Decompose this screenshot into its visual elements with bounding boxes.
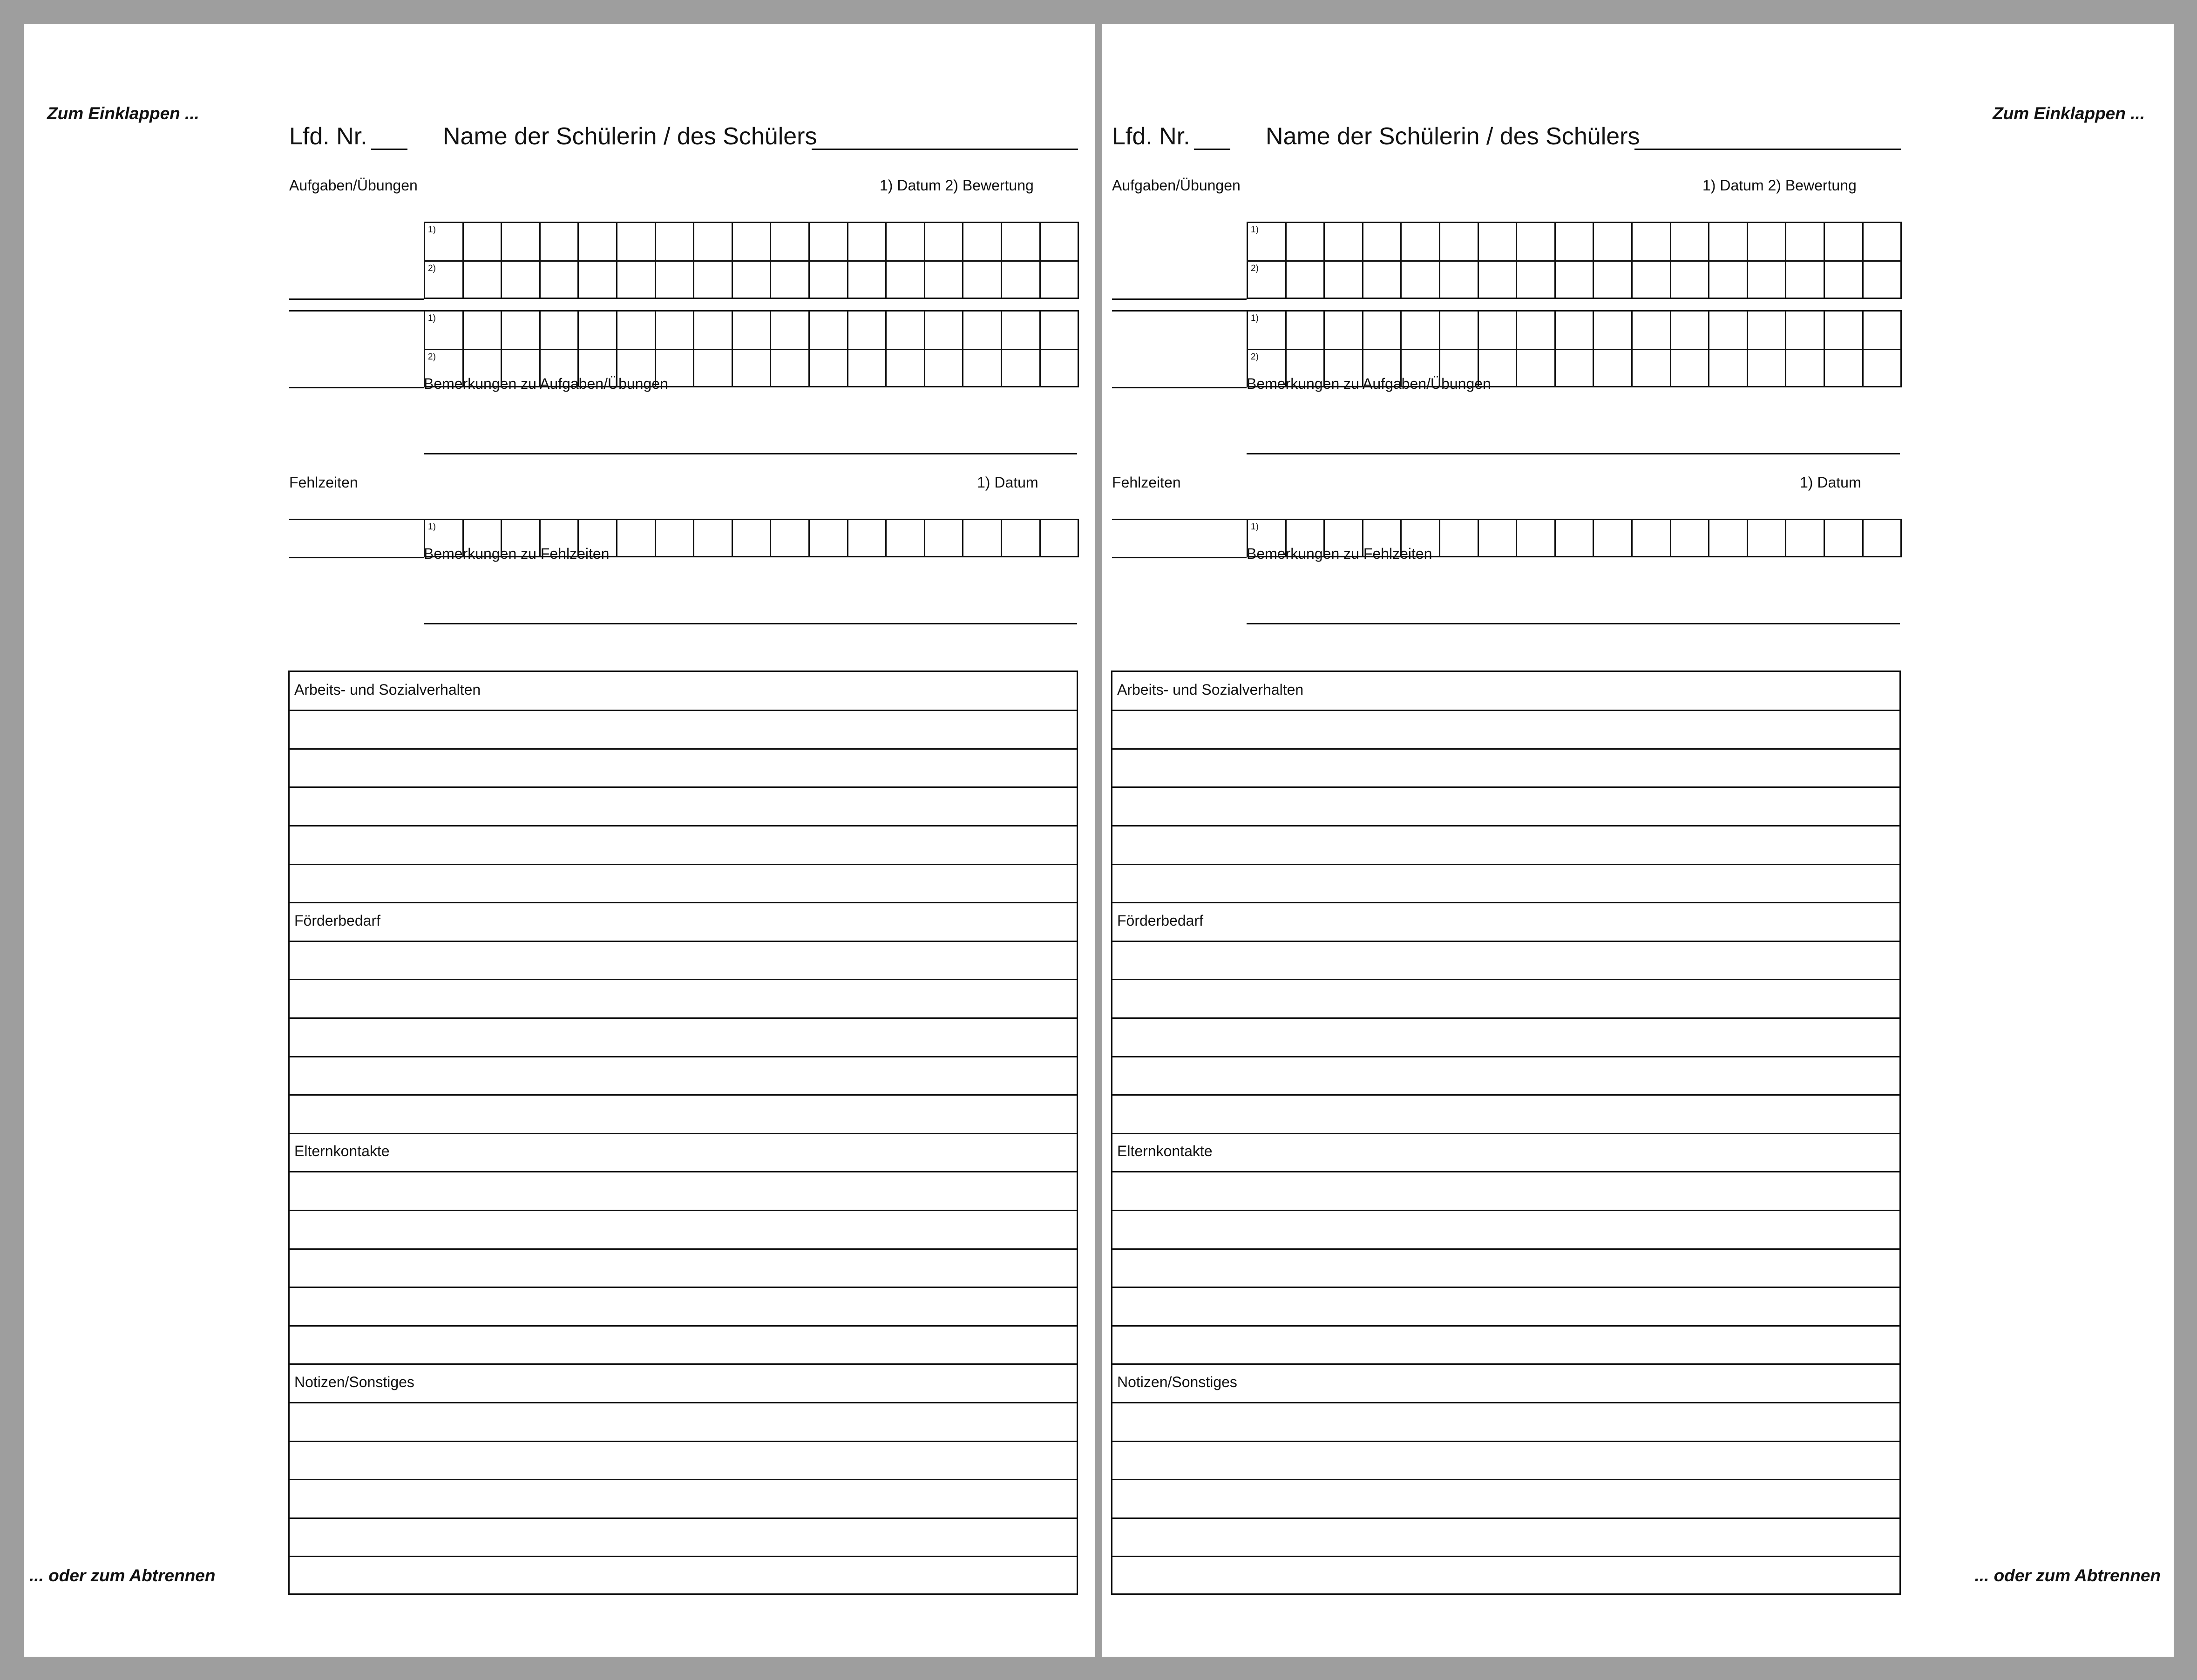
- row-marker: 1): [428, 313, 436, 323]
- writing-line[interactable]: [290, 748, 1077, 750]
- writing-line[interactable]: [1112, 1556, 1899, 1557]
- assignment-grid-2-cell[interactable]: [1479, 310, 1518, 349]
- absences-grid-cell[interactable]: [1786, 519, 1825, 557]
- writing-line[interactable]: [290, 941, 1077, 942]
- absences-grid-cell[interactable]: [617, 519, 656, 557]
- assignment-grid-2-cell[interactable]: [1041, 310, 1079, 349]
- section-label: Notizen/Sonstiges: [1117, 1373, 1237, 1390]
- writing-line[interactable]: [290, 1517, 1077, 1519]
- writing-line[interactable]: [290, 1094, 1077, 1096]
- assignments-legend: 1) Datum 2) Bewertung: [880, 177, 1034, 194]
- assignment-grid-2-cell[interactable]: [464, 310, 502, 349]
- row-marker: 2): [1251, 352, 1259, 362]
- writing-line[interactable]: [1112, 1248, 1899, 1250]
- row-marker: 1): [428, 225, 436, 235]
- lfd-nr-label: Lfd. Nr.: [289, 123, 367, 150]
- section-label: Elternkontakte: [1117, 1143, 1213, 1160]
- assignment-grid-1-cell[interactable]: [617, 222, 656, 260]
- assignment-grid-1-cell[interactable]: [1864, 260, 1902, 299]
- assignment-grid-2-cell[interactable]: [733, 310, 772, 349]
- assignments-remarks-label: Bemerkungen zu Aufgaben/Übungen: [424, 375, 668, 392]
- assignment-grid-1-cell[interactable]: [733, 260, 772, 299]
- writing-line[interactable]: [1112, 1133, 1899, 1134]
- absences-remarks-line[interactable]: [424, 623, 1077, 624]
- writing-line[interactable]: [290, 1325, 1077, 1327]
- writing-line[interactable]: [290, 1248, 1077, 1250]
- assignment-grid-1-cell[interactable]: [1363, 260, 1402, 299]
- assignment-grid-2-cell[interactable]: [1709, 310, 1748, 349]
- assignment-grid-1-cell[interactable]: [1594, 260, 1633, 299]
- section-label: Arbeits- und Sozialverhalten: [294, 681, 481, 698]
- writing-line[interactable]: [1112, 1479, 1899, 1480]
- assignment-grid-1-cell[interactable]: [963, 222, 1002, 260]
- assignment-grid-1-cell[interactable]: [810, 222, 848, 260]
- fold-note-bottom: ... oder zum Abtrennen: [29, 1566, 216, 1585]
- assignment-grid-2-label-line: [289, 387, 424, 388]
- assignment-grid-1-cell[interactable]: [579, 260, 617, 299]
- assignments-title: Aufgaben/Übungen: [1112, 177, 1241, 194]
- notes-box: [1111, 671, 1901, 1595]
- assignment-grid-1-cell[interactable]: [541, 222, 579, 260]
- assignment-grid-1-label-line: [1112, 298, 1247, 300]
- absences-grid-cell[interactable]: [810, 519, 848, 557]
- assignment-grid-2-cell[interactable]: [1825, 310, 1864, 349]
- assignment-grid-1-cell[interactable]: [1786, 222, 1825, 260]
- assignment-grid-1-cell[interactable]: [1671, 222, 1710, 260]
- assignment-grid-1-cell[interactable]: [1287, 260, 1325, 299]
- assignment-grid-2-cell[interactable]: [1709, 349, 1748, 387]
- row-marker: 1): [1251, 225, 1259, 235]
- assignment-grid-2-row: [1247, 310, 1902, 349]
- absences-grid-cell[interactable]: [1041, 519, 1079, 557]
- assignment-grid-1-cell[interactable]: [1594, 222, 1633, 260]
- assignment-grid-2-cell[interactable]: [925, 310, 964, 349]
- assignment-grid-1-cell[interactable]: [1041, 222, 1079, 260]
- assignments-remarks-line[interactable]: [424, 453, 1077, 454]
- assignments-legend: 1) Datum 2) Bewertung: [1702, 177, 1857, 194]
- row-marker: 2): [428, 264, 436, 273]
- assignment-grid-1-cell[interactable]: [425, 260, 464, 299]
- assignment-grid-1-cell[interactable]: [1709, 260, 1748, 299]
- assignment-grid-1-row: [1247, 222, 1902, 260]
- row-marker: 1): [1251, 522, 1259, 532]
- assignment-grid-2-cell[interactable]: [1402, 310, 1440, 349]
- writing-line[interactable]: [1112, 1517, 1899, 1519]
- assignment-grid-1-cell[interactable]: [1402, 260, 1440, 299]
- assignment-grid-2-cell[interactable]: [1748, 310, 1787, 349]
- assignment-grid-2-cell[interactable]: [1517, 349, 1556, 387]
- assignment-grid-2-cell[interactable]: [694, 349, 733, 387]
- writing-line[interactable]: [1112, 1287, 1899, 1288]
- assignment-grid-2-cell[interactable]: [1248, 310, 1287, 349]
- fold-note-top: Zum Einklappen ...: [1993, 104, 2145, 123]
- absences-grid-cell[interactable]: [1517, 519, 1556, 557]
- absences-grid-cell[interactable]: [694, 519, 733, 557]
- assignment-grid-2-cell[interactable]: [963, 310, 1002, 349]
- assignment-grid-1-label-line: [289, 298, 424, 300]
- writing-line[interactable]: [1112, 1056, 1899, 1057]
- writing-line[interactable]: [1112, 1402, 1899, 1403]
- writing-line[interactable]: [290, 1363, 1077, 1365]
- absences-grid-cell[interactable]: [1671, 519, 1710, 557]
- assignment-grid-2-top-line: [289, 310, 424, 312]
- assignments-remarks-label: Bemerkungen zu Aufgaben/Übungen: [1247, 375, 1491, 392]
- absences-grid-cell[interactable]: [771, 519, 810, 557]
- absences-grid-label-line: [1112, 557, 1247, 558]
- fold-note-top: Zum Einklappen ...: [47, 104, 199, 123]
- assignment-grid-1-cell[interactable]: [963, 260, 1002, 299]
- assignment-grid-1-cell[interactable]: [1002, 260, 1041, 299]
- absences-remarks-label: Bemerkungen zu Fehlzeiten: [424, 545, 610, 562]
- assignment-grid-1-cell[interactable]: [502, 260, 541, 299]
- absences-title: Fehlzeiten: [1112, 474, 1181, 491]
- absences-legend: 1) Datum: [977, 474, 1038, 491]
- writing-line[interactable]: [1112, 1441, 1899, 1442]
- section-label: Förderbedarf: [294, 912, 380, 929]
- student-name-label: Name der Schülerin / des Schülers: [443, 123, 817, 150]
- assignment-grid-2-cell[interactable]: [1556, 310, 1594, 349]
- absences-grid-cell[interactable]: [963, 519, 1002, 557]
- absences-grid-cell[interactable]: [1864, 519, 1902, 557]
- assignment-grid-2-cell[interactable]: [1748, 349, 1787, 387]
- writing-line[interactable]: [290, 1441, 1077, 1442]
- writing-line[interactable]: [290, 1556, 1077, 1557]
- lfd-nr-field[interactable]: [1194, 146, 1230, 150]
- writing-line[interactable]: [1112, 902, 1899, 903]
- assignment-grid-1-cell[interactable]: [1363, 222, 1402, 260]
- writing-line[interactable]: [290, 1402, 1077, 1403]
- assignment-grid-1-cell[interactable]: [694, 260, 733, 299]
- writing-line[interactable]: [290, 1133, 1077, 1134]
- form-page-left: [24, 24, 1095, 1657]
- writing-line[interactable]: [290, 825, 1077, 826]
- writing-line[interactable]: [290, 979, 1077, 980]
- assignment-grid-1-cell[interactable]: [1786, 260, 1825, 299]
- assignment-grid-1-cell[interactable]: [1402, 222, 1440, 260]
- assignment-grid-1-cell[interactable]: [1248, 260, 1287, 299]
- assignment-grid-2-cell[interactable]: [1002, 349, 1041, 387]
- assignment-grid-1-cell[interactable]: [1325, 222, 1363, 260]
- section-label: Notizen/Sonstiges: [294, 1373, 414, 1390]
- assignment-grid-1-cell[interactable]: [771, 260, 810, 299]
- assignment-grid-1-row: [1247, 260, 1902, 299]
- absences-grid-top-line: [1112, 519, 1247, 520]
- assignment-grid-1-cell[interactable]: [1825, 260, 1864, 299]
- assignment-grid-2-cell[interactable]: [963, 349, 1002, 387]
- assignment-grid-1-cell[interactable]: [464, 222, 502, 260]
- assignment-grid-1-cell[interactable]: [694, 222, 733, 260]
- assignment-grid-2-cell[interactable]: [925, 349, 964, 387]
- writing-line[interactable]: [290, 1056, 1077, 1057]
- assignment-grid-2-cell[interactable]: [1440, 310, 1479, 349]
- student-name-label: Name der Schülerin / des Schülers: [1266, 123, 1640, 150]
- absences-grid-cell[interactable]: [656, 519, 695, 557]
- assignment-grid-2-cell[interactable]: [1864, 310, 1902, 349]
- section-label: Elternkontakte: [294, 1143, 390, 1160]
- absences-grid-cell[interactable]: [1556, 519, 1594, 557]
- assignment-grid-1-cell[interactable]: [617, 260, 656, 299]
- assignment-grid-2-cell[interactable]: [810, 310, 848, 349]
- writing-line[interactable]: [1112, 1325, 1899, 1327]
- assignment-grid-2-cell[interactable]: [1594, 349, 1633, 387]
- assignment-grid-1-cell[interactable]: [848, 222, 887, 260]
- notes-box: [288, 671, 1078, 1595]
- absences-grid-cell[interactable]: [1748, 519, 1787, 557]
- assignment-grid-2-cell[interactable]: [694, 310, 733, 349]
- writing-line[interactable]: [290, 864, 1077, 865]
- assignment-grid-1-cell[interactable]: [1671, 260, 1710, 299]
- assignments-remarks-line[interactable]: [1247, 453, 1900, 454]
- assignment-grid-1-cell[interactable]: [579, 222, 617, 260]
- lfd-nr-field[interactable]: [371, 146, 407, 150]
- absences-grid-cell[interactable]: [1440, 519, 1479, 557]
- absences-grid-cell[interactable]: [1633, 519, 1671, 557]
- assignment-grid-1-cell[interactable]: [733, 222, 772, 260]
- assignment-grid-1-cell[interactable]: [1825, 222, 1864, 260]
- assignment-grid-2-cell[interactable]: [1671, 310, 1710, 349]
- assignment-grid-2-row: [424, 310, 1079, 349]
- assignment-grid-1-cell[interactable]: [925, 260, 964, 299]
- assignment-grid-2-cell[interactable]: [887, 349, 925, 387]
- assignment-grid-1-cell[interactable]: [1041, 260, 1079, 299]
- assignment-grid-1-cell[interactable]: [1440, 260, 1479, 299]
- assignment-grid-1-cell[interactable]: [502, 222, 541, 260]
- assignment-grid-2-cell[interactable]: [1002, 310, 1041, 349]
- writing-line[interactable]: [1112, 979, 1899, 980]
- student-name-field[interactable]: [1634, 146, 1901, 150]
- writing-line[interactable]: [1112, 748, 1899, 750]
- assignment-grid-2-cell[interactable]: [1363, 310, 1402, 349]
- fold-note-bottom: ... oder zum Abtrennen: [1974, 1566, 2161, 1585]
- row-marker: 1): [428, 522, 436, 532]
- assignment-grid-1-cell[interactable]: [656, 260, 695, 299]
- section-label: Arbeits- und Sozialverhalten: [1117, 681, 1304, 698]
- absences-grid-cell[interactable]: [925, 519, 964, 557]
- assignment-grid-1-cell[interactable]: [1633, 222, 1671, 260]
- absences-grid-top-line: [289, 519, 424, 520]
- assignment-grid-2-cell[interactable]: [617, 310, 656, 349]
- writing-line[interactable]: [1112, 1210, 1899, 1211]
- assignment-grid-1-row: [424, 222, 1079, 260]
- assignment-grid-2-cell[interactable]: [656, 310, 695, 349]
- assignment-grid-2-cell[interactable]: [848, 349, 887, 387]
- writing-line[interactable]: [290, 710, 1077, 711]
- assignment-grid-2-cell[interactable]: [1633, 349, 1671, 387]
- assignment-grid-2-cell[interactable]: [733, 349, 772, 387]
- assignment-grid-2-cell[interactable]: [1633, 310, 1671, 349]
- assignment-grid-2-cell[interactable]: [1287, 310, 1325, 349]
- assignment-grid-2-cell[interactable]: [1786, 349, 1825, 387]
- absences-grid-cell[interactable]: [1002, 519, 1041, 557]
- assignment-grid-1-cell[interactable]: [1325, 260, 1363, 299]
- assignment-grid-2-cell[interactable]: [810, 349, 848, 387]
- assignment-grid-1-cell[interactable]: [1748, 222, 1787, 260]
- assignment-grid-2-cell[interactable]: [1517, 310, 1556, 349]
- assignment-grid-1-cell[interactable]: [1479, 222, 1518, 260]
- assignment-grid-2-cell[interactable]: [1786, 310, 1825, 349]
- assignment-grid-1-row: [424, 260, 1079, 299]
- writing-line[interactable]: [290, 1210, 1077, 1211]
- assignment-grid-2-label-line: [1112, 387, 1247, 388]
- assignment-grid-2-cell[interactable]: [1594, 310, 1633, 349]
- absences-grid-cell[interactable]: [1825, 519, 1864, 557]
- assignment-grid-1-cell[interactable]: [1556, 222, 1594, 260]
- writing-line[interactable]: [1112, 941, 1899, 942]
- assignment-grid-2-cell[interactable]: [579, 310, 617, 349]
- assignment-grid-2-cell[interactable]: [771, 310, 810, 349]
- assignment-grid-1-cell[interactable]: [771, 222, 810, 260]
- assignment-grid-1-cell[interactable]: [541, 260, 579, 299]
- assignment-grid-2-cell[interactable]: [1556, 349, 1594, 387]
- writing-line[interactable]: [1112, 710, 1899, 711]
- writing-line[interactable]: [1112, 1094, 1899, 1096]
- student-name-field[interactable]: [812, 146, 1078, 150]
- assignment-grid-1-cell[interactable]: [1517, 260, 1556, 299]
- assignment-grid-2-cell[interactable]: [1825, 349, 1864, 387]
- writing-line[interactable]: [1112, 1363, 1899, 1365]
- assignment-grid-2-cell[interactable]: [1671, 349, 1710, 387]
- assignment-grid-1-cell[interactable]: [1633, 260, 1671, 299]
- assignment-grid-1-cell[interactable]: [1479, 260, 1518, 299]
- assignment-grid-2-top-line: [1112, 310, 1247, 312]
- assignment-grid-2-cell[interactable]: [1325, 310, 1363, 349]
- assignment-grid-2-cell[interactable]: [848, 310, 887, 349]
- assignment-grid-1-cell[interactable]: [464, 260, 502, 299]
- writing-line[interactable]: [1112, 864, 1899, 865]
- assignment-grid-1-cell[interactable]: [1748, 260, 1787, 299]
- assignment-grid-1-cell[interactable]: [1440, 222, 1479, 260]
- assignment-grid-2-cell[interactable]: [771, 349, 810, 387]
- assignment-grid-1-cell[interactable]: [1248, 222, 1287, 260]
- writing-line[interactable]: [290, 786, 1077, 788]
- assignment-grid-2-cell[interactable]: [502, 310, 541, 349]
- assignment-grid-1-cell[interactable]: [1002, 222, 1041, 260]
- assignment-grid-1-cell[interactable]: [848, 260, 887, 299]
- absences-grid-cell[interactable]: [887, 519, 925, 557]
- assignment-grid-1-cell[interactable]: [1556, 260, 1594, 299]
- assignment-grid-2-cell[interactable]: [887, 310, 925, 349]
- writing-line[interactable]: [290, 1171, 1077, 1172]
- assignment-grid-2-cell[interactable]: [1864, 349, 1902, 387]
- assignment-grid-1-cell[interactable]: [1709, 222, 1748, 260]
- assignment-grid-1-cell[interactable]: [425, 222, 464, 260]
- absences-grid-cell[interactable]: [848, 519, 887, 557]
- writing-line[interactable]: [1112, 1017, 1899, 1019]
- assignment-grid-1-cell[interactable]: [810, 260, 848, 299]
- assignment-grid-1-cell[interactable]: [887, 260, 925, 299]
- lfd-nr-label: Lfd. Nr.: [1112, 123, 1190, 150]
- writing-line[interactable]: [1112, 1171, 1899, 1172]
- absences-grid-label-line: [289, 557, 424, 558]
- writing-line[interactable]: [1112, 786, 1899, 788]
- absences-legend: 1) Datum: [1800, 474, 1861, 491]
- assignment-grid-2-cell[interactable]: [425, 310, 464, 349]
- absences-remarks-label: Bemerkungen zu Fehlzeiten: [1247, 545, 1432, 562]
- row-marker: 2): [1251, 264, 1259, 273]
- absences-grid-cell[interactable]: [733, 519, 772, 557]
- absences-grid-cell[interactable]: [1479, 519, 1518, 557]
- assignment-grid-2-cell[interactable]: [1041, 349, 1079, 387]
- absences-grid-cell[interactable]: [1594, 519, 1633, 557]
- assignment-grid-1-cell[interactable]: [1864, 222, 1902, 260]
- writing-line[interactable]: [1112, 825, 1899, 826]
- assignment-grid-1-cell[interactable]: [925, 222, 964, 260]
- assignment-grid-1-cell[interactable]: [1287, 222, 1325, 260]
- section-label: Förderbedarf: [1117, 912, 1203, 929]
- assignment-grid-1-cell[interactable]: [1517, 222, 1556, 260]
- row-marker: 1): [1251, 313, 1259, 323]
- absences-remarks-line[interactable]: [1247, 623, 1900, 624]
- writing-line[interactable]: [290, 902, 1077, 903]
- row-marker: 2): [428, 352, 436, 362]
- absences-grid-cell[interactable]: [1709, 519, 1748, 557]
- form-page-right: [1102, 24, 2174, 1657]
- assignment-grid-1-cell[interactable]: [656, 222, 695, 260]
- assignment-grid-1-cell[interactable]: [887, 222, 925, 260]
- absences-title: Fehlzeiten: [289, 474, 358, 491]
- writing-line[interactable]: [290, 1479, 1077, 1480]
- assignment-grid-2-cell[interactable]: [541, 310, 579, 349]
- writing-line[interactable]: [290, 1287, 1077, 1288]
- writing-line[interactable]: [290, 1017, 1077, 1019]
- assignments-title: Aufgaben/Übungen: [289, 177, 418, 194]
